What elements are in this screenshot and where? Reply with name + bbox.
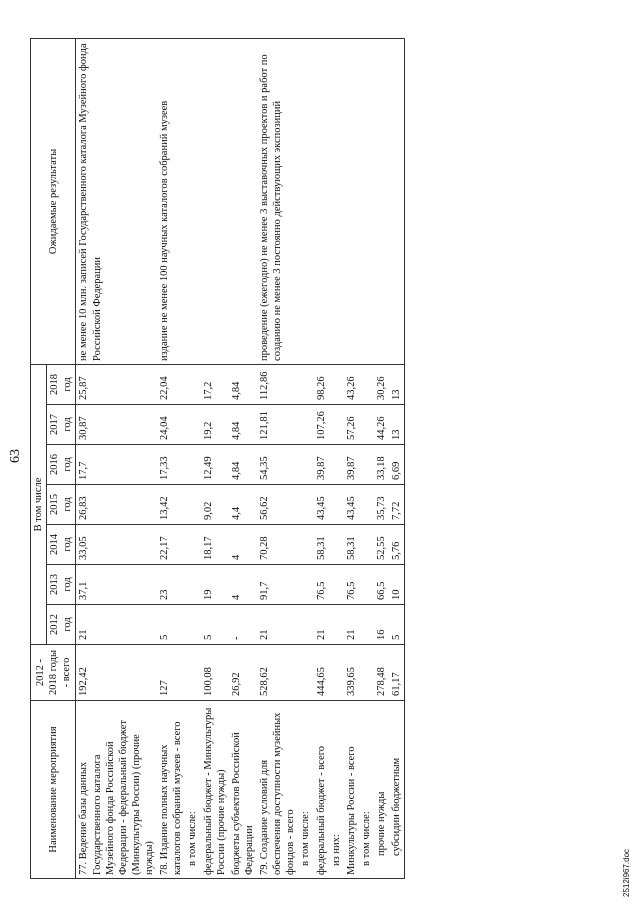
row-name: Минкультуры России - всего	[344, 701, 359, 879]
header-year: 2014 год	[47, 525, 76, 565]
row-total: 100,08	[201, 645, 229, 701]
row-year-value: 70,28	[257, 525, 298, 565]
row-result	[229, 38, 257, 364]
row-year-value	[298, 525, 313, 565]
table-row	[257, 38, 298, 878]
row-result: не менее 10 млн. записей Государственного каталога Музейного фонда Российской Федерации	[76, 38, 157, 364]
row-year-value	[329, 364, 344, 404]
footer-doc-code: 2512і967.doc	[622, 848, 631, 897]
row-year-value: 23	[157, 565, 185, 605]
row-year-value	[359, 445, 374, 485]
row-year-value: -	[229, 605, 257, 645]
row-year-value: 16	[374, 605, 389, 645]
row-year-value: 17,33	[157, 445, 185, 485]
table-row	[359, 38, 374, 878]
row-year-value: 4	[229, 525, 257, 565]
row-name: бюджеты субъектов Российской Федерации	[229, 701, 257, 879]
row-year-value: 52,55	[374, 525, 389, 565]
row-year-value: 21	[344, 605, 359, 645]
row-year-value	[359, 565, 374, 605]
row-year-value: 10	[389, 565, 405, 605]
row-total	[359, 645, 374, 701]
header-year: 2013 год	[47, 565, 76, 605]
row-total: 278,48	[374, 645, 389, 701]
row-name: федеральный бюджет - всего	[314, 701, 329, 879]
row-year-value: 43,26	[344, 364, 359, 404]
row-year-value	[298, 405, 313, 445]
row-year-value: 13	[389, 405, 405, 445]
row-year-value: 17,2	[201, 364, 229, 404]
row-year-value	[329, 405, 344, 445]
row-year-value: 35,73	[374, 485, 389, 525]
row-year-value: 5,76	[389, 525, 405, 565]
row-year-value	[298, 445, 313, 485]
row-year-value: 17,7	[76, 445, 157, 485]
row-result	[359, 38, 374, 364]
row-year-value: 19	[201, 565, 229, 605]
row-result	[344, 38, 359, 364]
row-year-value	[298, 364, 313, 404]
row-year-value	[185, 565, 200, 605]
row-year-value: 30,87	[76, 405, 157, 445]
table-row	[229, 38, 257, 878]
row-year-value: 44,26	[374, 405, 389, 445]
header-year: 2018 год	[47, 364, 76, 404]
row-year-value: 21	[314, 605, 329, 645]
row-result: издание не менее 100 научных каталогов собраний музеев	[157, 38, 185, 364]
table-row	[76, 38, 157, 878]
row-year-value: 57,26	[344, 405, 359, 445]
row-year-value	[329, 605, 344, 645]
row-year-value	[359, 605, 374, 645]
row-year-value: 112,86	[257, 364, 298, 404]
row-name: субсидии бюджетным	[389, 701, 405, 879]
row-year-value: 18,17	[201, 525, 229, 565]
row-year-value: 39,87	[344, 445, 359, 485]
table-row	[389, 38, 405, 878]
row-year-value: 6,69	[389, 445, 405, 485]
row-year-value: 121,81	[257, 405, 298, 445]
row-year-value: 9,02	[201, 485, 229, 525]
row-year-value: 33,18	[374, 445, 389, 485]
row-year-value: 54,35	[257, 445, 298, 485]
row-total: 26,92	[229, 645, 257, 701]
row-year-value: 4,84	[229, 445, 257, 485]
row-name: 78. Издание полных научных каталогов собраний музеев - всего	[157, 701, 185, 879]
row-year-value	[359, 405, 374, 445]
row-result	[374, 38, 389, 364]
row-year-value: 22,04	[157, 364, 185, 404]
row-name: в том числе:	[298, 701, 313, 879]
row-year-value: 58,31	[344, 525, 359, 565]
header-year: 2015 год	[47, 485, 76, 525]
row-year-value: 76,5	[314, 565, 329, 605]
row-total: 444,65	[314, 645, 329, 701]
row-year-value	[329, 485, 344, 525]
row-result	[185, 38, 200, 364]
row-year-value: 21	[76, 605, 157, 645]
row-name: федеральный бюджет - Минкультуры России (прочие нужды)	[201, 701, 229, 879]
row-year-value	[185, 364, 200, 404]
row-result	[201, 38, 229, 364]
row-year-value	[329, 445, 344, 485]
row-name: из них:	[329, 701, 344, 879]
row-result	[329, 38, 344, 364]
row-year-value	[185, 405, 200, 445]
row-year-value: 5	[157, 605, 185, 645]
row-year-value: 56,62	[257, 485, 298, 525]
row-total: 528,62	[257, 645, 298, 701]
row-total	[185, 645, 200, 701]
row-year-value	[185, 605, 200, 645]
row-year-value	[359, 364, 374, 404]
row-year-value	[185, 485, 200, 525]
header-year: 2012 год	[47, 605, 76, 645]
row-year-value	[359, 485, 374, 525]
row-year-value: 43,45	[314, 485, 329, 525]
row-year-value: 21	[257, 605, 298, 645]
table-row	[298, 38, 313, 878]
table-body	[76, 38, 405, 878]
row-year-value: 13	[389, 364, 405, 404]
activities-table	[30, 38, 405, 879]
row-name: прочие нужды	[374, 701, 389, 879]
table-row	[185, 38, 200, 878]
table-row	[374, 38, 389, 878]
header-total: 2012 - 2018 годы - всего	[31, 645, 76, 701]
row-year-value: 13,42	[157, 485, 185, 525]
table-row	[201, 38, 229, 878]
row-year-value: 26,83	[76, 485, 157, 525]
table-row	[157, 38, 185, 878]
row-year-value: 25,87	[76, 364, 157, 404]
row-name: 79. Создание условий для обеспечения доступности музейных фондов - всего	[257, 701, 298, 879]
row-year-value: 107,26	[314, 405, 329, 445]
row-year-value: 43,45	[344, 485, 359, 525]
row-year-value	[329, 525, 344, 565]
row-year-value: 30,26	[374, 364, 389, 404]
table-row	[329, 38, 344, 878]
row-year-value: 39,87	[314, 445, 329, 485]
row-year-value: 66,5	[374, 565, 389, 605]
row-year-value: 91,7	[257, 565, 298, 605]
header-results: Ожидаемые результаты	[31, 38, 76, 364]
row-year-value	[329, 565, 344, 605]
row-year-value: 7,72	[389, 485, 405, 525]
header-year: 2017 год	[47, 405, 76, 445]
row-year-value: 4,84	[229, 364, 257, 404]
row-result	[298, 38, 313, 364]
table-row	[314, 38, 329, 878]
row-year-value: 4	[229, 565, 257, 605]
row-year-value	[298, 565, 313, 605]
row-year-value: 76,5	[344, 565, 359, 605]
row-year-value: 5	[389, 605, 405, 645]
header-year: 2016 год	[47, 445, 76, 485]
row-name: в том числе:	[185, 701, 200, 879]
row-year-value	[298, 485, 313, 525]
row-year-value: 4,4	[229, 485, 257, 525]
row-year-value: 37,1	[76, 565, 157, 605]
row-total: 192,42	[76, 645, 157, 701]
row-year-value: 24,04	[157, 405, 185, 445]
table-row	[344, 38, 359, 878]
header-including: В том числе	[31, 364, 47, 644]
header-measure: Наименование мероприятия	[31, 701, 76, 879]
row-year-value	[185, 525, 200, 565]
row-year-value	[359, 525, 374, 565]
row-name: в том числе:	[359, 701, 374, 879]
row-year-value	[185, 445, 200, 485]
row-year-value	[298, 605, 313, 645]
row-year-value: 4,84	[229, 405, 257, 445]
row-total: 61,17	[389, 645, 405, 701]
row-name: 77. Ведение базы данных Государственного каталога Музейного фонда Российской Федерации - федеральный бюджет (Минкультуры России) (прочие нужды)	[76, 701, 157, 879]
page-number: 63	[8, 449, 23, 463]
row-result: проведение (ежегодно) не менее 3 выставочных проектов и работ по созданию не менее 3 постоянно действующих экспозиций	[257, 38, 298, 364]
row-result	[314, 38, 329, 364]
row-year-value: 22,17	[157, 525, 185, 565]
row-year-value: 5	[201, 605, 229, 645]
row-year-value: 12,49	[201, 445, 229, 485]
row-year-value: 19,2	[201, 405, 229, 445]
row-total: 339,65	[344, 645, 359, 701]
row-result	[389, 38, 405, 364]
row-total	[298, 645, 313, 701]
row-year-value: 58,31	[314, 525, 329, 565]
row-total	[329, 645, 344, 701]
row-total: 127	[157, 645, 185, 701]
row-year-value: 33,05	[76, 525, 157, 565]
row-year-value: 98,26	[314, 364, 329, 404]
